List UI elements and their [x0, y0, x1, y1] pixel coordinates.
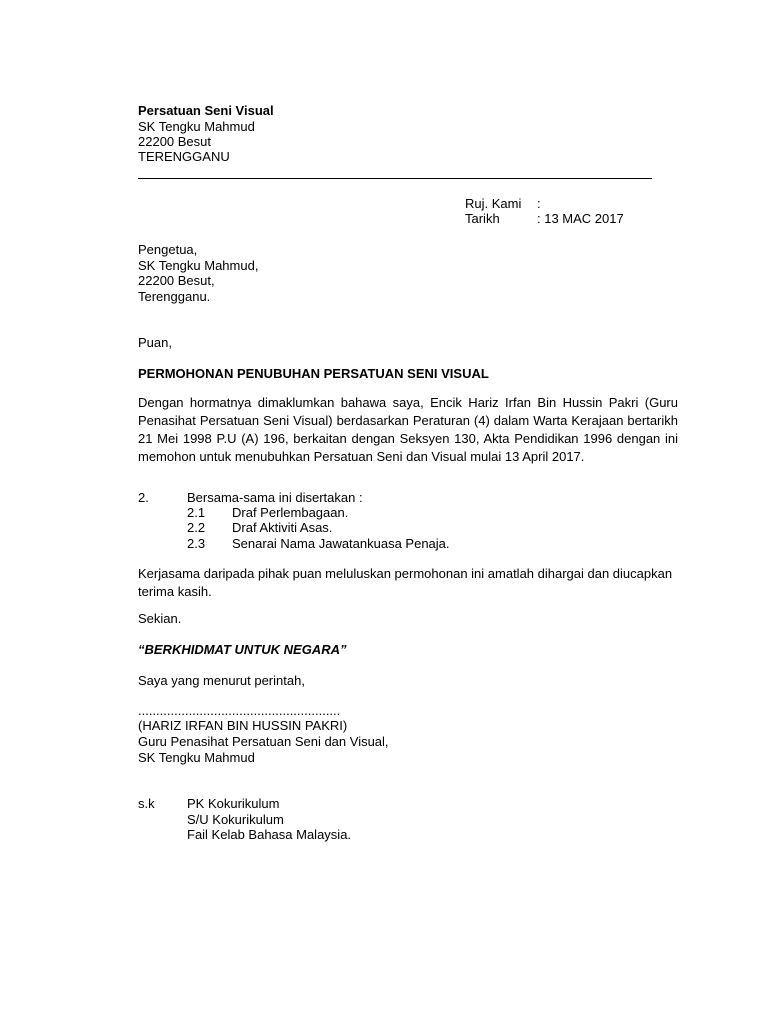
date-label: Tarikh — [465, 211, 500, 226]
subject-line: PERMOHONAN PENUBUHAN PERSATUAN SENI VISUAL — [138, 366, 489, 381]
ref-value: : — [537, 196, 541, 211]
cc-label: s.k — [138, 796, 155, 811]
ref-label: Ruj. Kami — [465, 196, 522, 211]
body-paragraph-1: Dengan hormatnya dimaklumkan bahawa saya, Encik Hariz Irfan Bin Hussin Pakri (Guru Penasihat Persatuan Seni Visual) berdasarkan Peraturan (4) dalam Warta Kerajaan bertarikh 21 Mei 1998 P.U (A) 196, berkaitan dengan Seksyen 130, Akta Pendidikan 1996 dengan ini memohon untuk menubuhkan Persatuan Seni dan Visual mulai 13 April 2017. — [138, 395, 678, 464]
date-value: : 13 MAC 2017 — [537, 211, 624, 226]
cc-item: S/U Kokurikulum — [187, 812, 284, 827]
motto: “BERKHIDMAT UNTUK NEGARA” — [138, 642, 347, 657]
header-divider — [138, 178, 652, 179]
signoff: Saya yang menurut perintah, — [138, 673, 305, 688]
item-number: 2. — [138, 490, 149, 505]
attachment-number: 2.1 — [187, 505, 206, 520]
sender-state: TERENGGANU — [138, 149, 230, 164]
closing: Sekian. — [138, 611, 182, 626]
attachment-number: 2.2 — [187, 520, 206, 535]
attachment-text: Draf Perlembagaan. — [232, 505, 349, 520]
recipient-line-3: 22200 Besut, — [138, 273, 215, 288]
sender-school: SK Tengku Mahmud — [138, 119, 255, 134]
cc-item: PK Kokurikulum — [187, 796, 280, 811]
attachment-number: 2.3 — [187, 536, 206, 551]
signatory-title: Guru Penasihat Persatuan Seni dan Visual, — [138, 734, 389, 749]
signatory-school: SK Tengku Mahmud — [138, 750, 255, 765]
sender-org-name: Persatuan Seni Visual — [138, 103, 274, 118]
sender-postcode-city: 22200 Besut — [138, 134, 212, 149]
recipient-line-2: SK Tengku Mahmud, — [138, 258, 259, 273]
attachment-text: Senarai Nama Jawatankuasa Penaja. — [232, 536, 450, 551]
recipient-line-4: Terengganu. — [138, 289, 211, 304]
signature-dots: ........................................................ — [138, 703, 341, 718]
attachment-text: Draf Aktiviti Asas. — [232, 520, 333, 535]
recipient-line-1: Pengetua, — [138, 242, 198, 257]
cc-item: Fail Kelab Bahasa Malaysia. — [187, 827, 352, 842]
item-intro: Bersama-sama ini disertakan : — [187, 490, 363, 505]
body-paragraph-2: Kerjasama daripada pihak puan meluluskan permohonan ini amatlah dihargai dan diucapkan terima kasih. — [138, 566, 673, 599]
signatory-name: (HARIZ IRFAN BIN HUSSIN PAKRI) — [138, 718, 348, 733]
salutation: Puan, — [138, 335, 172, 350]
